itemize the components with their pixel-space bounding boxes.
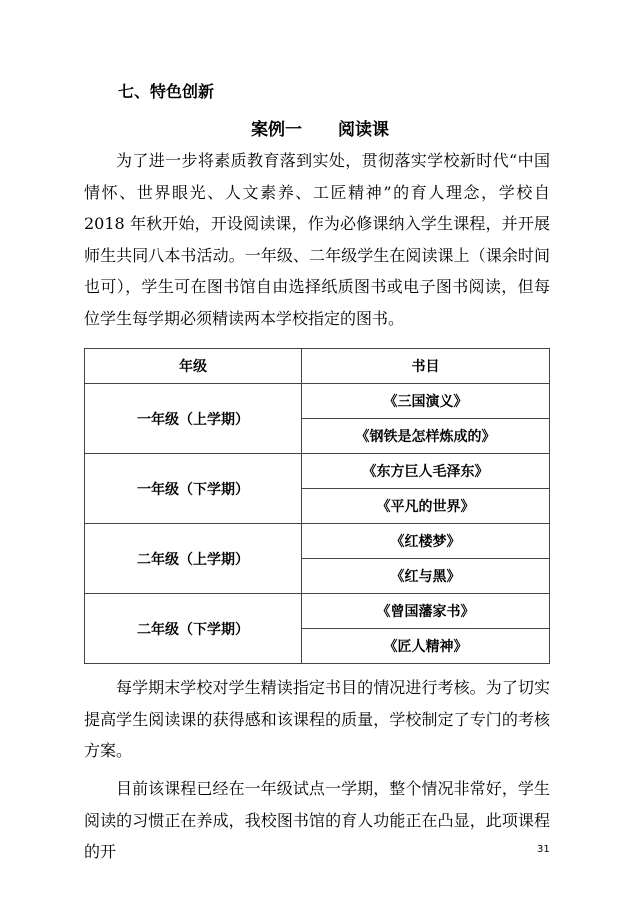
table-row [85, 384, 550, 419]
table-row [85, 594, 550, 629]
case-title [0, 115, 640, 140]
intro-paragraph: 为了进一步将素质教育落到实处，贯彻落实学校新时代“中国情怀、世界眼光、人文素养、工匠精神”的育人理念，学校自 2018 年秋开始，开设阅读课，作为必修课纳入学生课程，并开展师生共同八本书活动。一年级、二年级学生在阅读课上（课余时间也可），学生可在图书馆自由选择纸质图书或电子图书阅读，但每位学生每学期必须精读两本学校指定的图书。 [84, 151, 550, 328]
header-books: 书目 [302, 349, 550, 384]
header-grade: 年级 [85, 349, 302, 384]
section-title: 七、特色创新 [118, 82, 215, 101]
book-cell: 《平凡的世界》 [302, 489, 550, 524]
book-cell: 《钢铁是怎样炼成的》 [302, 419, 550, 454]
book-cell: 《三国演义》 [302, 384, 550, 419]
book-cell: 《曾国藩家书》 [302, 594, 550, 629]
table-header-row [85, 349, 550, 384]
grade-cell: 一年级（下学期） [85, 454, 302, 524]
grade-cell: 二年级（上学期） [85, 524, 302, 594]
grade-cell: 一年级（上学期） [85, 384, 302, 454]
reading-list-table [84, 348, 550, 664]
table-row [85, 454, 550, 489]
book-cell: 《匠人精神》 [302, 629, 550, 664]
grade-cell: 二年级（下学期） [85, 594, 302, 664]
assessment-paragraph: 每学期末学校对学生精读指定书目的情况进行考核。为了切实提高学生阅读课的获得感和该课程的质量，学校制定了专门的考核方案。 [84, 678, 550, 760]
table-row [85, 524, 550, 559]
case-name: 阅读课 [338, 120, 389, 140]
case-label: 案例一 [251, 120, 302, 140]
status-paragraph: 目前该课程已经在一年级试点一学期，整个情况非常好，学生阅读的习惯正在养成，我校图书馆的育人功能正在凸显，此项课程的开 [84, 779, 550, 861]
page-number: 31 [537, 844, 550, 855]
book-cell: 《红楼梦》 [302, 524, 550, 559]
book-cell: 《东方巨人毛泽东》 [302, 454, 550, 489]
book-cell: 《红与黑》 [302, 559, 550, 594]
